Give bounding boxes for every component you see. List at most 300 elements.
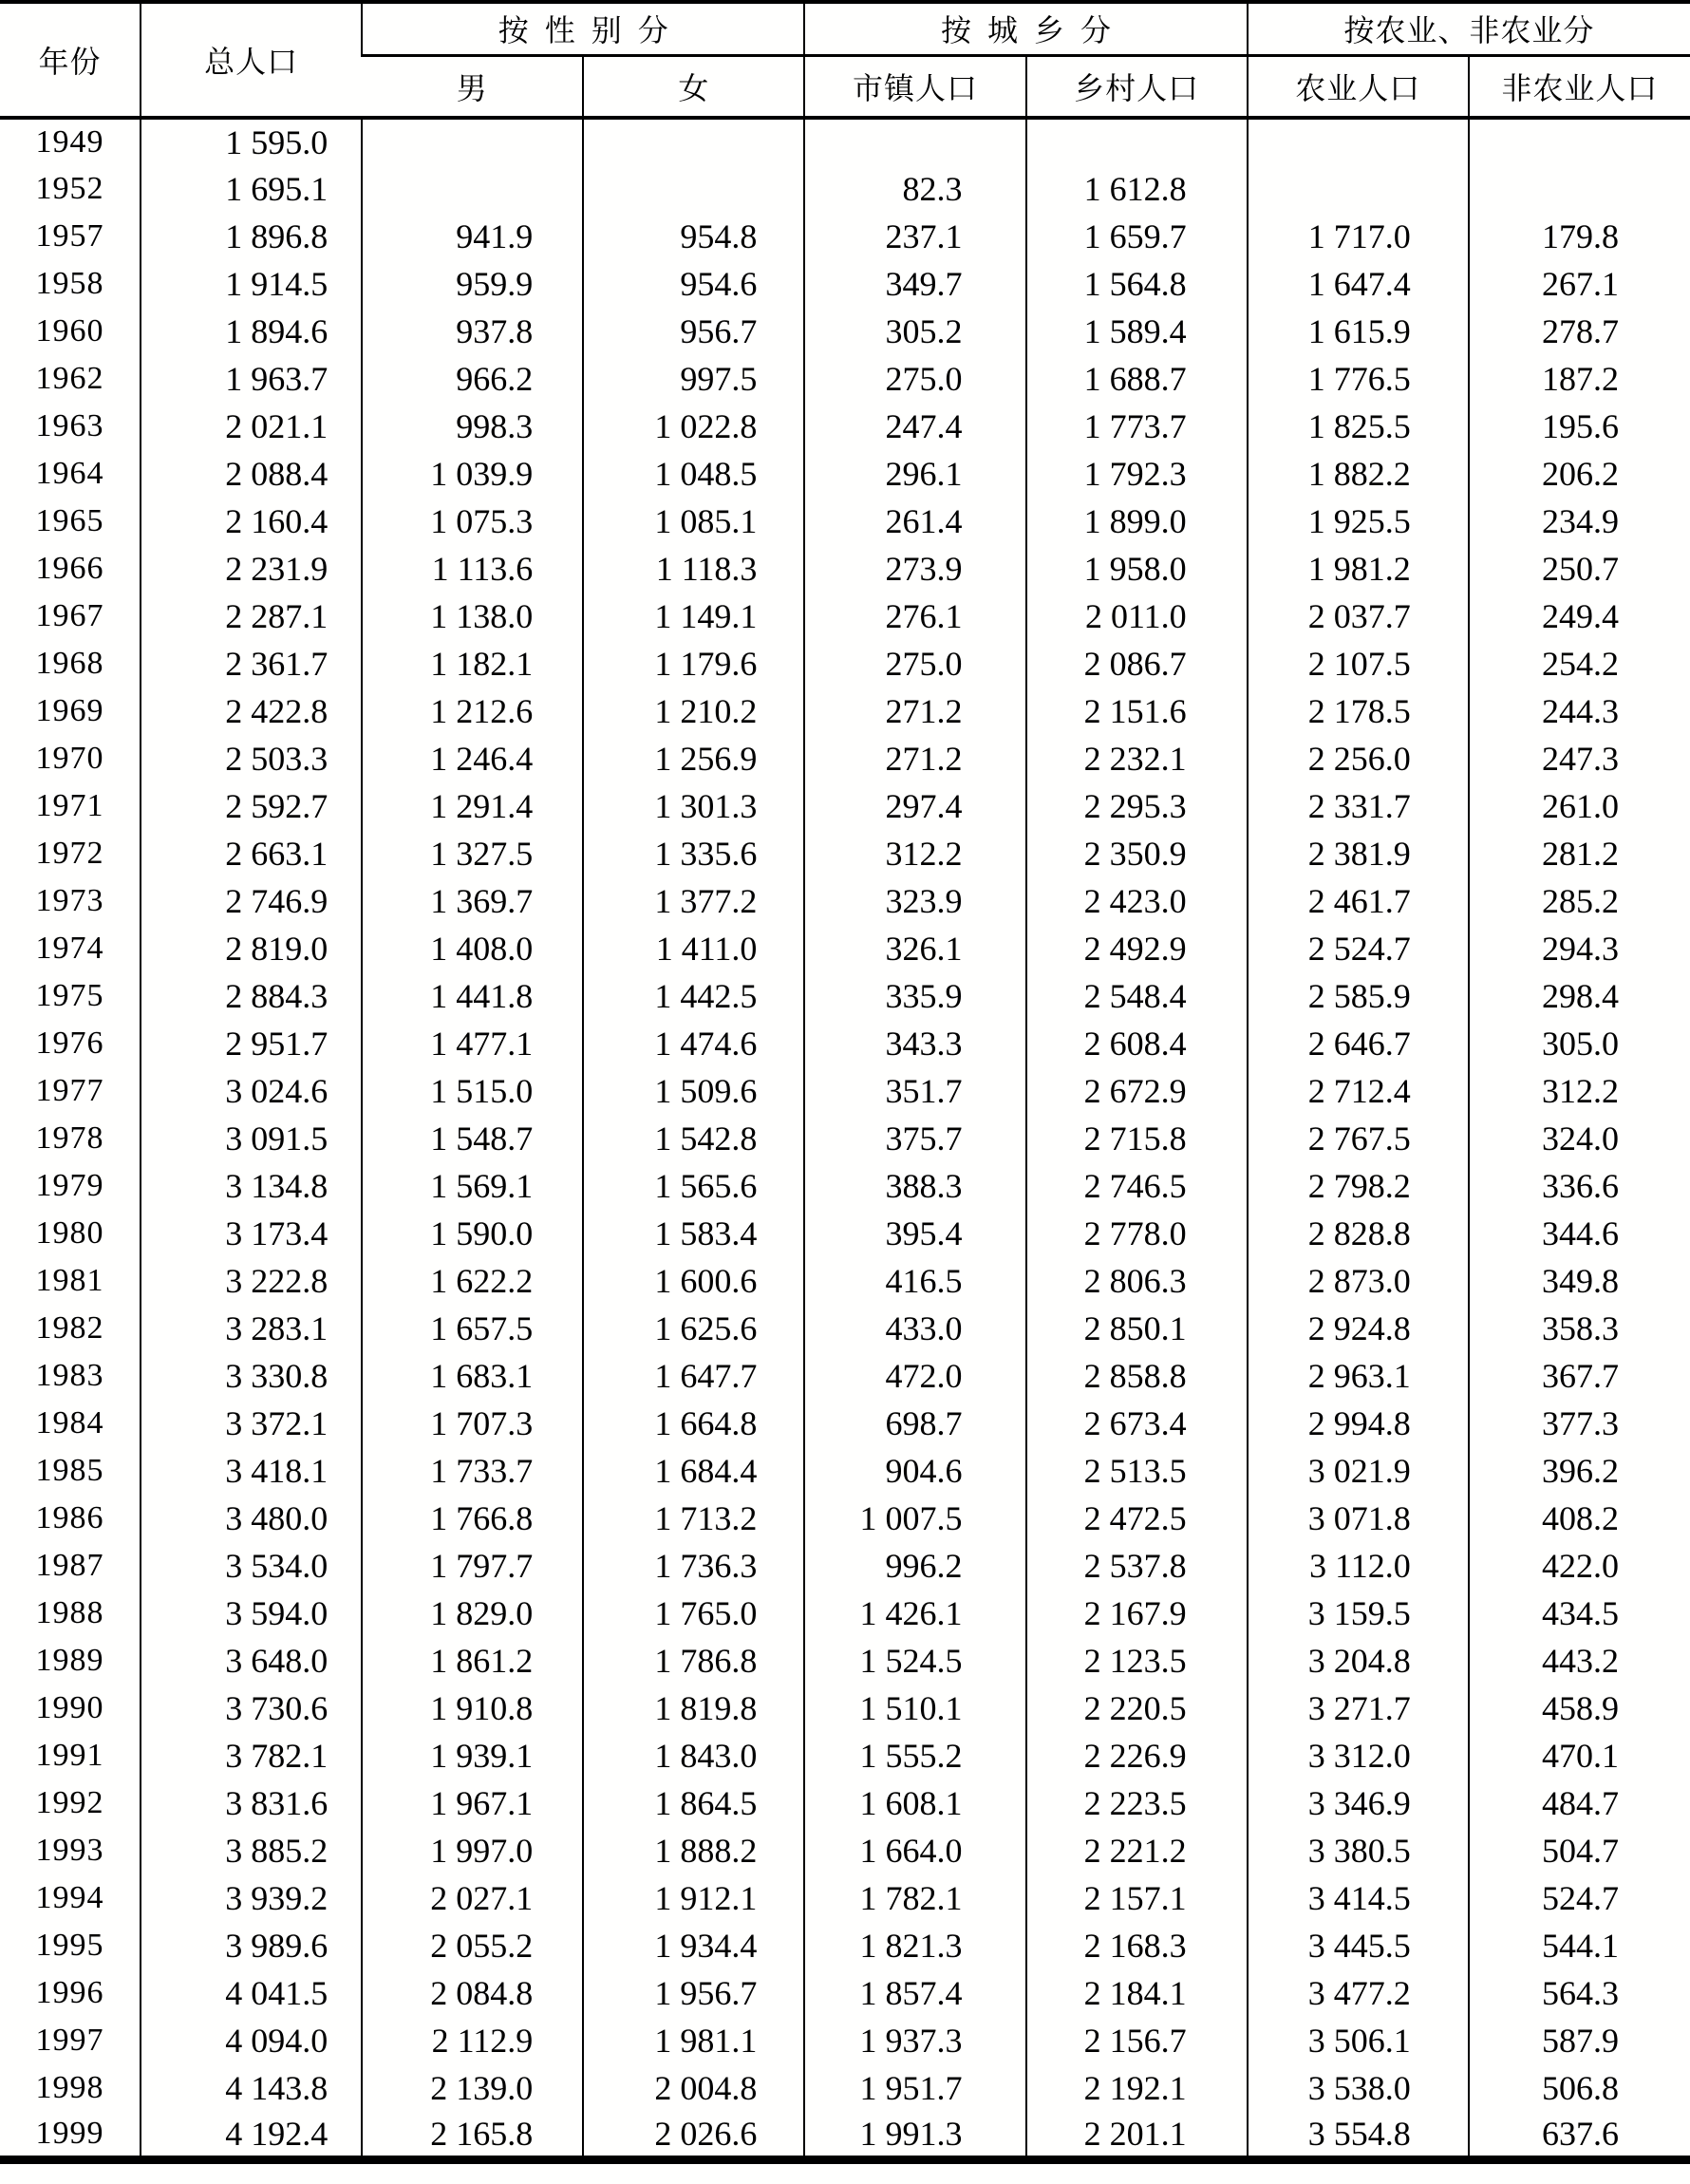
value-cell: 349.8 — [1469, 1257, 1690, 1305]
value-cell: 3 024.6 — [141, 1067, 362, 1115]
value-cell: 1 442.5 — [583, 972, 804, 1020]
year-cell: 1958 — [35, 266, 104, 301]
value-cell: 3 730.6 — [141, 1685, 362, 1732]
header-group-by-sex: 按性别分 — [362, 2, 804, 55]
value-cell: 458.9 — [1469, 1685, 1690, 1732]
value-cell: 2 231.9 — [141, 545, 362, 593]
value-cell: 2 746.9 — [141, 877, 362, 925]
value-cell: 2 672.9 — [1026, 1067, 1248, 1115]
value-cell: 395.4 — [804, 1210, 1025, 1257]
value-cell: 4 041.5 — [141, 1969, 362, 2017]
value-cell: 1 565.6 — [583, 1162, 804, 1210]
year-cell: 1996 — [35, 1975, 104, 2010]
value-cell: 1 819.8 — [583, 1685, 804, 1732]
value-cell: 1 647.7 — [583, 1352, 804, 1400]
table-row — [0, 1779, 1690, 1827]
value-cell: 3 418.1 — [141, 1447, 362, 1495]
year-cell: 1960 — [35, 313, 104, 348]
table-header — [0, 2, 1690, 118]
table-row — [0, 925, 1690, 972]
value-cell: 3 071.8 — [1248, 1495, 1469, 1542]
value-cell: 1 048.5 — [583, 450, 804, 498]
table-row — [0, 165, 1690, 213]
table-row — [0, 1969, 1690, 2017]
value-cell: 2 165.8 — [362, 2112, 583, 2159]
value-cell: 2 026.6 — [583, 2112, 804, 2159]
header-male: 男 — [362, 55, 583, 118]
value-cell: 472.0 — [804, 1352, 1025, 1400]
value-cell: 1 474.6 — [583, 1020, 804, 1067]
value-cell: 698.7 — [804, 1400, 1025, 1447]
header-year: 年份 — [0, 2, 141, 118]
value-cell: 2 086.7 — [1026, 640, 1248, 687]
value-cell: 1 182.1 — [362, 640, 583, 687]
value-cell: 3 445.5 — [1248, 1922, 1469, 1969]
value-cell: 4 143.8 — [141, 2064, 362, 2112]
value-cell: 367.7 — [1469, 1352, 1690, 1400]
value-cell: 3 204.8 — [1248, 1637, 1469, 1685]
value-cell: 1 782.1 — [804, 1874, 1025, 1922]
value-cell: 3 538.0 — [1248, 2064, 1469, 2112]
table-row — [0, 450, 1690, 498]
value-cell: 1 899.0 — [1026, 498, 1248, 545]
value-cell: 1 733.7 — [362, 1447, 583, 1495]
value-cell: 416.5 — [804, 1257, 1025, 1305]
year-cell: 1984 — [35, 1405, 104, 1440]
value-cell: 2 924.8 — [1248, 1305, 1469, 1352]
table-row — [0, 1352, 1690, 1400]
value-cell: 1 939.1 — [362, 1732, 583, 1779]
value-cell: 1 179.6 — [583, 640, 804, 687]
value-cell: 1 934.4 — [583, 1922, 804, 1969]
value-cell: 2 663.1 — [141, 830, 362, 877]
value-cell: 3 648.0 — [141, 1637, 362, 1685]
value-cell: 2 994.8 — [1248, 1400, 1469, 1447]
value-cell: 2 226.9 — [1026, 1732, 1248, 1779]
year-cell: 1979 — [35, 1168, 104, 1203]
value-cell: 3 534.0 — [141, 1542, 362, 1590]
value-cell: 247.4 — [804, 403, 1025, 450]
value-cell: 3 414.5 — [1248, 1874, 1469, 1922]
value-cell: 285.2 — [1469, 877, 1690, 925]
value-cell: 1 864.5 — [583, 1779, 804, 1827]
value-cell: 1 843.0 — [583, 1732, 804, 1779]
value-cell: 2 331.7 — [1248, 782, 1469, 830]
value-cell: 2 778.0 — [1026, 1210, 1248, 1257]
value-cell: 3 283.1 — [141, 1305, 362, 1352]
value-cell: 336.6 — [1469, 1162, 1690, 1210]
value-cell: 3 380.5 — [1248, 1827, 1469, 1874]
table-row — [0, 972, 1690, 1020]
table-row — [0, 1495, 1690, 1542]
value-cell: 1 657.5 — [362, 1305, 583, 1352]
header-group-by-agriculture: 按农业、非农业分 — [1248, 2, 1690, 55]
value-cell: 1 583.4 — [583, 1210, 804, 1257]
value-cell: 1 956.7 — [583, 1969, 804, 2017]
value-cell: 1 688.7 — [1026, 355, 1248, 403]
value-cell: 1 327.5 — [362, 830, 583, 877]
table-row — [0, 213, 1690, 260]
value-cell: 1 569.1 — [362, 1162, 583, 1210]
value-cell: 2 592.7 — [141, 782, 362, 830]
value-cell: 2 107.5 — [1248, 640, 1469, 687]
value-cell: 344.6 — [1469, 1210, 1690, 1257]
value-cell: 179.8 — [1469, 213, 1690, 260]
year-cell: 1991 — [35, 1738, 104, 1773]
value-cell — [804, 118, 1025, 165]
value-cell: 296.1 — [804, 450, 1025, 498]
year-cell: 1973 — [35, 883, 104, 918]
value-cell: 298.4 — [1469, 972, 1690, 1020]
value-cell: 1 039.9 — [362, 450, 583, 498]
header-female: 女 — [583, 55, 804, 118]
value-cell: 1 797.7 — [362, 1542, 583, 1590]
value-cell: 1 212.6 — [362, 687, 583, 735]
year-cell: 1967 — [35, 598, 104, 633]
value-cell: 1 524.5 — [804, 1637, 1025, 1685]
value-cell: 941.9 — [362, 213, 583, 260]
table-row — [0, 1732, 1690, 1779]
value-cell: 1 291.4 — [362, 782, 583, 830]
value-cell: 2 220.5 — [1026, 1685, 1248, 1732]
value-cell: 271.2 — [804, 687, 1025, 735]
header-urban-population: 市镇人口 — [804, 55, 1025, 118]
value-cell: 4 192.4 — [141, 2112, 362, 2159]
year-cell: 1985 — [35, 1453, 104, 1488]
value-cell: 1 958.0 — [1026, 545, 1248, 593]
value-cell: 3 372.1 — [141, 1400, 362, 1447]
value-cell: 1 967.1 — [362, 1779, 583, 1827]
table-row — [0, 735, 1690, 782]
value-cell: 1 765.0 — [583, 1590, 804, 1637]
value-cell: 2 513.5 — [1026, 1447, 1248, 1495]
table-row — [0, 1922, 1690, 1969]
value-cell: 1 894.6 — [141, 308, 362, 355]
value-cell — [1026, 118, 1248, 165]
value-cell: 297.4 — [804, 782, 1025, 830]
value-cell: 206.2 — [1469, 450, 1690, 498]
value-cell: 1 659.7 — [1026, 213, 1248, 260]
value-cell: 3 159.5 — [1248, 1590, 1469, 1637]
value-cell: 3 554.8 — [1248, 2112, 1469, 2159]
value-cell: 396.2 — [1469, 1447, 1690, 1495]
value-cell: 305.0 — [1469, 1020, 1690, 1067]
value-cell: 1 786.8 — [583, 1637, 804, 1685]
year-cell: 1988 — [35, 1595, 104, 1630]
table-row — [0, 2112, 1690, 2159]
year-cell: 1980 — [35, 1215, 104, 1251]
table-row — [0, 877, 1690, 925]
table-row — [0, 308, 1690, 355]
value-cell: 954.8 — [583, 213, 804, 260]
value-cell: 273.9 — [804, 545, 1025, 593]
table-row — [0, 1162, 1690, 1210]
value-cell: 351.7 — [804, 1067, 1025, 1115]
value-cell: 997.5 — [583, 355, 804, 403]
value-cell: 3 885.2 — [141, 1827, 362, 1874]
value-cell: 1 664.8 — [583, 1400, 804, 1447]
value-cell: 1 246.4 — [362, 735, 583, 782]
value-cell: 998.3 — [362, 403, 583, 450]
value-cell: 1 510.1 — [804, 1685, 1025, 1732]
value-cell: 2 422.8 — [141, 687, 362, 735]
year-cell: 1993 — [35, 1833, 104, 1868]
value-cell: 1 963.7 — [141, 355, 362, 403]
value-cell: 3 782.1 — [141, 1732, 362, 1779]
table-row — [0, 1400, 1690, 1447]
value-cell: 1 509.6 — [583, 1067, 804, 1115]
value-cell: 2 673.4 — [1026, 1400, 1248, 1447]
value-cell: 3 330.8 — [141, 1352, 362, 1400]
value-cell: 3 173.4 — [141, 1210, 362, 1257]
value-cell: 2 361.7 — [141, 640, 362, 687]
value-cell: 343.3 — [804, 1020, 1025, 1067]
value-cell: 1 773.7 — [1026, 403, 1248, 450]
value-cell: 1 022.8 — [583, 403, 804, 450]
value-cell: 2 963.1 — [1248, 1352, 1469, 1400]
value-cell: 234.9 — [1469, 498, 1690, 545]
value-cell — [1248, 165, 1469, 213]
value-cell: 1 736.3 — [583, 1542, 804, 1590]
value-cell: 2 201.1 — [1026, 2112, 1248, 2159]
value-cell: 2 350.9 — [1026, 830, 1248, 877]
year-cell: 1990 — [35, 1690, 104, 1725]
value-cell: 2 139.0 — [362, 2064, 583, 2112]
year-cell: 1987 — [35, 1548, 104, 1583]
value-cell: 1 910.8 — [362, 1685, 583, 1732]
value-cell: 1 997.0 — [362, 1827, 583, 1874]
value-cell: 375.7 — [804, 1115, 1025, 1162]
value-cell: 1 210.2 — [583, 687, 804, 735]
value-cell: 2 503.3 — [141, 735, 362, 782]
value-cell: 3 506.1 — [1248, 2017, 1469, 2064]
year-cell: 1994 — [35, 1880, 104, 1915]
value-cell: 443.2 — [1469, 1637, 1690, 1685]
table-row — [0, 403, 1690, 450]
value-cell: 1 542.8 — [583, 1115, 804, 1162]
value-cell — [1469, 165, 1690, 213]
year-cell: 1949 — [35, 124, 104, 160]
year-cell: 1962 — [35, 361, 104, 396]
header-rural-population: 乡村人口 — [1026, 55, 1248, 118]
value-cell: 2 157.1 — [1026, 1874, 1248, 1922]
value-cell: 3 312.0 — [1248, 1732, 1469, 1779]
value-cell — [1248, 118, 1469, 165]
value-cell: 82.3 — [804, 165, 1025, 213]
value-cell: 2 850.1 — [1026, 1305, 1248, 1352]
value-cell: 1 411.0 — [583, 925, 804, 972]
value-cell: 2 646.7 — [1248, 1020, 1469, 1067]
year-cell: 1971 — [35, 788, 104, 823]
value-cell: 2 192.1 — [1026, 2064, 1248, 2112]
value-cell: 524.7 — [1469, 1874, 1690, 1922]
value-cell: 2 472.5 — [1026, 1495, 1248, 1542]
value-cell: 1 615.9 — [1248, 308, 1469, 355]
value-cell: 484.7 — [1469, 1779, 1690, 1827]
value-cell: 3 021.9 — [1248, 1447, 1469, 1495]
value-cell: 2 819.0 — [141, 925, 362, 972]
value-cell — [583, 165, 804, 213]
value-cell: 2 027.1 — [362, 1874, 583, 1922]
value-cell: 312.2 — [804, 830, 1025, 877]
year-cell: 1981 — [35, 1263, 104, 1298]
value-cell: 249.4 — [1469, 593, 1690, 640]
value-cell: 1 684.4 — [583, 1447, 804, 1495]
value-cell — [362, 118, 583, 165]
value-cell: 433.0 — [804, 1305, 1025, 1352]
value-cell: 2 884.3 — [141, 972, 362, 1020]
header-group-by-urban-rural: 按城乡分 — [804, 2, 1247, 55]
table-row — [0, 1447, 1690, 1495]
value-cell: 2 123.5 — [1026, 1637, 1248, 1685]
table-row — [0, 640, 1690, 687]
value-cell: 1 595.0 — [141, 118, 362, 165]
value-cell: 326.1 — [804, 925, 1025, 972]
value-cell: 3 594.0 — [141, 1590, 362, 1637]
value-cell: 2 806.3 — [1026, 1257, 1248, 1305]
value-cell: 506.8 — [1469, 2064, 1690, 2112]
value-cell: 1 085.1 — [583, 498, 804, 545]
value-cell: 1 707.3 — [362, 1400, 583, 1447]
value-cell: 1 683.1 — [362, 1352, 583, 1400]
value-cell: 275.0 — [804, 640, 1025, 687]
table-row — [0, 1067, 1690, 1115]
value-cell: 1 369.7 — [362, 877, 583, 925]
value-cell: 237.1 — [804, 213, 1025, 260]
value-cell: 2 287.1 — [141, 593, 362, 640]
value-cell: 2 088.4 — [141, 450, 362, 498]
value-cell: 1 612.8 — [1026, 165, 1248, 213]
value-cell: 2 712.4 — [1248, 1067, 1469, 1115]
value-cell: 276.1 — [804, 593, 1025, 640]
value-cell — [362, 165, 583, 213]
table-row — [0, 260, 1690, 308]
year-cell: 1965 — [35, 503, 104, 538]
table-row — [0, 545, 1690, 593]
value-cell: 2 011.0 — [1026, 593, 1248, 640]
value-cell: 904.6 — [804, 1447, 1025, 1495]
table-row — [0, 2064, 1690, 2112]
table-row — [0, 1542, 1690, 1590]
value-cell: 2 178.5 — [1248, 687, 1469, 735]
value-cell: 2 767.5 — [1248, 1115, 1469, 1162]
year-cell: 1986 — [35, 1500, 104, 1535]
year-cell: 1964 — [35, 456, 104, 491]
value-cell: 1 138.0 — [362, 593, 583, 640]
year-cell: 1976 — [35, 1026, 104, 1061]
value-cell: 1 713.2 — [583, 1495, 804, 1542]
value-cell: 275.0 — [804, 355, 1025, 403]
table-row — [0, 1637, 1690, 1685]
value-cell: 1 625.6 — [583, 1305, 804, 1352]
value-cell: 3 939.2 — [141, 1874, 362, 1922]
value-cell: 267.1 — [1469, 260, 1690, 308]
value-cell: 2 167.9 — [1026, 1590, 1248, 1637]
value-cell: 1 622.2 — [362, 1257, 583, 1305]
value-cell: 2 160.4 — [141, 498, 362, 545]
value-cell: 1 590.0 — [362, 1210, 583, 1257]
value-cell: 3 134.8 — [141, 1162, 362, 1210]
table-row — [0, 1305, 1690, 1352]
table-row — [0, 1115, 1690, 1162]
year-cell: 1998 — [35, 2070, 104, 2105]
value-cell: 1 377.2 — [583, 877, 804, 925]
value-cell: 305.2 — [804, 308, 1025, 355]
value-cell: 1 717.0 — [1248, 213, 1469, 260]
value-cell: 1 825.5 — [1248, 403, 1469, 450]
value-cell — [1469, 118, 1690, 165]
value-cell: 2 492.9 — [1026, 925, 1248, 972]
value-cell: 544.1 — [1469, 1922, 1690, 1969]
value-cell: 937.8 — [362, 308, 583, 355]
value-cell: 1 149.1 — [583, 593, 804, 640]
value-cell: 1 548.7 — [362, 1115, 583, 1162]
value-cell: 2 021.1 — [141, 403, 362, 450]
year-cell: 1975 — [35, 978, 104, 1013]
value-cell: 2 055.2 — [362, 1922, 583, 1969]
value-cell: 250.7 — [1469, 545, 1690, 593]
year-cell: 1982 — [35, 1310, 104, 1346]
value-cell: 254.2 — [1469, 640, 1690, 687]
value-cell: 1 937.3 — [804, 2017, 1025, 2064]
year-cell: 1978 — [35, 1120, 104, 1156]
table-row — [0, 593, 1690, 640]
value-cell: 278.7 — [1469, 308, 1690, 355]
value-cell: 1 256.9 — [583, 735, 804, 782]
value-cell: 1 695.1 — [141, 165, 362, 213]
value-cell: 1 981.2 — [1248, 545, 1469, 593]
year-cell: 1968 — [35, 646, 104, 681]
value-cell: 2 381.9 — [1248, 830, 1469, 877]
value-cell: 324.0 — [1469, 1115, 1690, 1162]
value-cell: 408.2 — [1469, 1495, 1690, 1542]
value-cell: 1 335.6 — [583, 830, 804, 877]
value-cell: 1 113.6 — [362, 545, 583, 593]
value-cell: 1 408.0 — [362, 925, 583, 972]
value-cell: 1 981.1 — [583, 2017, 804, 2064]
table-body — [0, 118, 1690, 2159]
value-cell: 261.0 — [1469, 782, 1690, 830]
value-cell: 587.9 — [1469, 2017, 1690, 2064]
value-cell: 2 295.3 — [1026, 782, 1248, 830]
value-cell: 1 664.0 — [804, 1827, 1025, 1874]
value-cell: 1 951.7 — [804, 2064, 1025, 2112]
value-cell: 195.6 — [1469, 403, 1690, 450]
value-cell: 959.9 — [362, 260, 583, 308]
table-row — [0, 1685, 1690, 1732]
table-row — [0, 2017, 1690, 2064]
value-cell: 1 888.2 — [583, 1827, 804, 1874]
value-cell: 954.6 — [583, 260, 804, 308]
value-cell: 271.2 — [804, 735, 1025, 782]
value-cell: 1 118.3 — [583, 545, 804, 593]
value-cell: 377.3 — [1469, 1400, 1690, 1447]
year-cell: 1989 — [35, 1643, 104, 1678]
year-cell: 1966 — [35, 551, 104, 586]
value-cell: 1 555.2 — [804, 1732, 1025, 1779]
value-cell: 1 647.4 — [1248, 260, 1469, 308]
value-cell: 2 828.8 — [1248, 1210, 1469, 1257]
table-row — [0, 1257, 1690, 1305]
value-cell: 1 515.0 — [362, 1067, 583, 1115]
value-cell: 2 084.8 — [362, 1969, 583, 2017]
value-cell: 1 776.5 — [1248, 355, 1469, 403]
value-cell: 637.6 — [1469, 2112, 1690, 2159]
value-cell: 2 004.8 — [583, 2064, 804, 2112]
value-cell: 1 589.4 — [1026, 308, 1248, 355]
year-cell: 1992 — [35, 1785, 104, 1820]
value-cell: 2 537.8 — [1026, 1542, 1248, 1590]
